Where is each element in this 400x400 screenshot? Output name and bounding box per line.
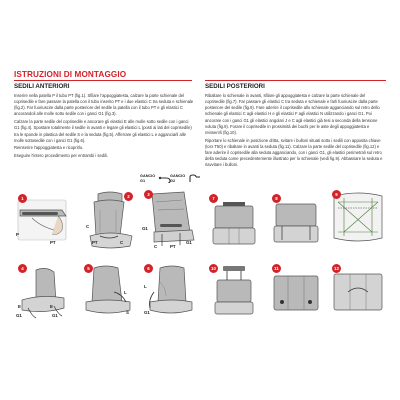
figure-number: 6 — [144, 264, 153, 273]
page-title: ISTRUZIONI DI MONTAGGIO — [14, 70, 127, 79]
figure-label: C — [86, 224, 90, 229]
figure-number: 9 — [332, 190, 341, 199]
title-rule-right — [205, 80, 386, 81]
figure-9 — [328, 188, 388, 252]
figure-label: G1 — [16, 313, 22, 318]
figure-10 — [205, 262, 263, 322]
figure-label: S — [126, 310, 129, 315]
figure-label: PT — [170, 244, 176, 249]
figure-number: 5 — [84, 264, 93, 273]
front-paragraph: Calzare la parte sedile del coprisedile e ancorare gli elastici E alle molle sotto sedile con i ganci G1 (fig.4). Spostare totalmente il sedile in avanti e legare gli elastici L (posti ai lati del coprisedile) tra le sponde in plastica del sedile S e la seduta (fig.5). Afferrare gli elastici L e agganciarli alle molle sottosedile con i ganci G1 (fig.6). — [14, 119, 192, 143]
rear-paragraph: Ribaltare lo schienale in avanti, sfilare gli appoggiatesta e calzare la parte schienale del coprisedile (fig.7). Far passare gli elastici C tra seduta e schienale e farli fuoriuscire dalla parte posteriore del sedile (fig.8). Fare aderire il coprisedile allo schienale agganciando sul retro dello schienale gli elastici C agli elastici H e gli elastici F agli elastici N utilizzando i ganci G1. Poi ancorare con i ganci G1 gli elastici angolari J e C agli elastici già tesi a seconda della tensione voluta (fig.9). Forare il coprisedile in prossimità dei buchi per le aste degli appoggiatesta e reinserirli (fig.10). — [205, 93, 380, 135]
figure-number: 1 — [18, 194, 27, 203]
figure-2 — [80, 190, 138, 252]
figure-label: L — [144, 284, 147, 289]
rear-paragraph: Riportare lo schienale in posizione dritta, svitare i bulloni situati sotto i sedili con apposita chiave (torx T50) e ribaltare in avanti la seduta (fig.11). Calzare la parte sedile del coprisedile (fig.12) e fare aderire il coprisedile alla seduta agganciando, con i ganci G1, gli elastici perimetrali sul retro della seduta come precedentemente illustrato per lo schienale (vedi fig.9). Abbassare la seduta e riavvitare i bulloni. — [205, 137, 383, 168]
rear-instructions — [205, 93, 386, 170]
figure-label: C — [154, 244, 158, 249]
front-paragraph: Reinserire l'appoggiatesta e ricoprirlo. — [14, 145, 84, 151]
figure-number: 7 — [209, 194, 218, 203]
figure-label: P — [16, 232, 19, 237]
hook-g2-legend — [170, 174, 202, 183]
figure-label: PT — [92, 240, 98, 245]
figure-7 — [205, 192, 263, 252]
figure-number: 12 — [332, 264, 341, 273]
figure-8 — [268, 192, 324, 252]
figure-label: G1 — [52, 313, 58, 318]
figure-1 — [14, 192, 72, 252]
figure-label: G1 — [142, 226, 148, 231]
hook-g1-legend — [140, 174, 172, 183]
figure-4 — [14, 262, 72, 322]
figure-label: E — [18, 304, 21, 309]
figure-label: G1 — [186, 240, 192, 245]
figure-label: PT — [50, 240, 56, 245]
figure-11 — [268, 262, 324, 322]
title-rule-left — [14, 80, 192, 81]
figure-label: E — [50, 304, 53, 309]
figure-number: 8 — [272, 194, 281, 203]
figure-number: 11 — [272, 264, 281, 273]
figure-number: 4 — [18, 264, 27, 273]
front-seats-heading: SEDILI ANTERIORI — [14, 83, 70, 90]
figure-number: 3 — [144, 190, 153, 199]
rear-seats-heading: SEDILI POSTERIORI — [205, 83, 265, 90]
hook-g2-label: GANCIO G2 — [170, 174, 186, 183]
figure-label: L — [124, 290, 127, 295]
figure-label: G1 — [144, 310, 150, 315]
front-instructions — [14, 93, 194, 161]
figure-number: 2 — [124, 192, 133, 201]
front-paragraph: Inserire nella patella P il tubo PT (fig.1). Sfilare l'appoggiatesta, calzare la parte schienale del coprisedile e fare passare la patella con il tubo inserito PT e i due elastici C tra seduta e schienale (fig.2). Far fuoriuscire dalla parte posteriore del sedile la patella con il tubo PT e gli elastici C ancorandoli alle molle sotto sedile con i ganci G1 (fig.3). — [14, 93, 194, 117]
figure-number: 10 — [209, 264, 218, 273]
figure-12 — [328, 262, 388, 322]
front-paragraph: Eseguire l'intero procedimento per entrambi i sedili. — [14, 153, 109, 159]
figure-5 — [80, 262, 138, 322]
figure-3 — [140, 188, 198, 252]
figure-label: C — [120, 240, 124, 245]
figure-6 — [140, 262, 198, 322]
hook-g1-label: GANCIO G1 — [140, 174, 156, 183]
hook-g2-icon — [188, 174, 202, 183]
